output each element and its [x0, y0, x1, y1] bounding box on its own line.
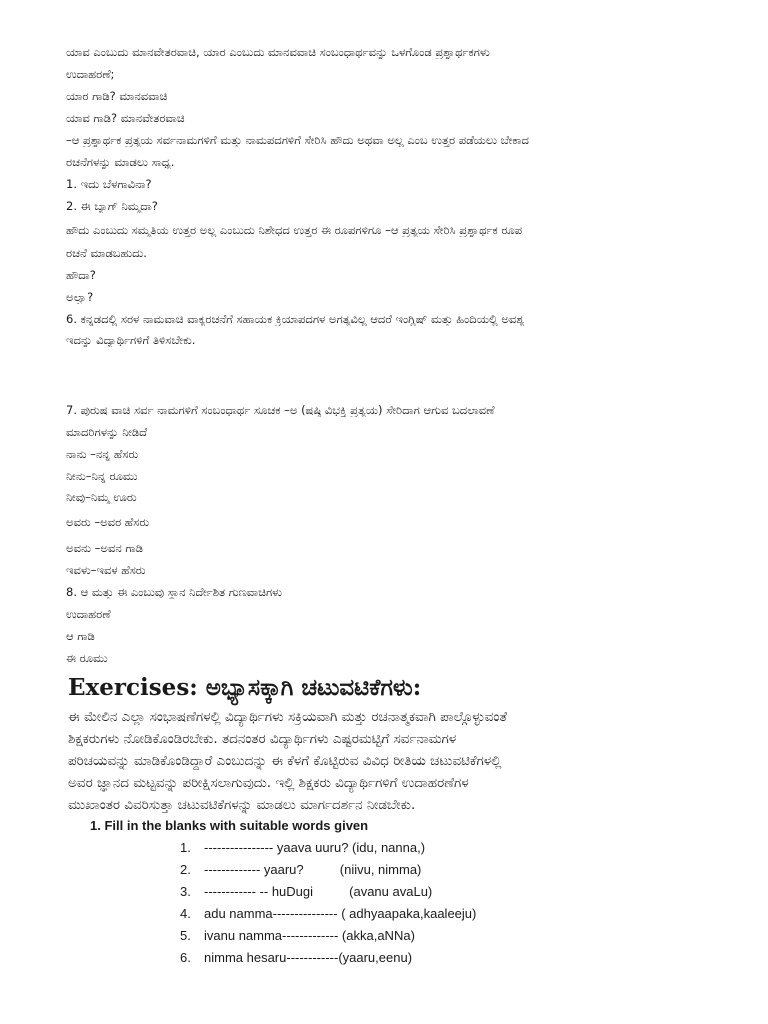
exercise-item-text: adu namma--------------- ( adhyaapaka,kaaleeju) — [204, 906, 477, 921]
text-line: ಉದಾಹರಣೆ — [66, 607, 111, 621]
exercise-item-number: 3. — [180, 884, 191, 899]
exercise-item-number: 4. — [180, 906, 191, 921]
exercise-item-number: 5. — [180, 928, 191, 943]
text-line: 6. ಕನ್ನಡದಲ್ಲಿ ಸರಳ ನಾಮವಾಚಿ ವಾಕ್ಯರಚನೆಗೆ ಸಹಾಯಕ ಕ್ರಿಯಾಪದಗಳ ಅಗತ್ಯವಿಲ್ಲ ಆದರೆ ಇಂಗ್ಲಿಷ್ ಮತ್ತು ಹಿಂದಿಯಲ್ಲಿ ಅವಶ್ಯ — [66, 312, 525, 326]
exercise-item-text: nimma hesaru------------(yaaru,eenu) — [204, 950, 413, 965]
exercise-item-number: 2. — [180, 862, 191, 877]
exercise-item-text: ---------------- yaava uuru? (idu, nanna,) — [204, 840, 426, 855]
exercise-item — [180, 905, 620, 923]
text-line: ಈ ರೂಮು — [66, 651, 108, 665]
text-line: ಅವರು –ಅವರ ಹೆಸರು — [66, 515, 150, 529]
text-line: 8. ಆ ಮತ್ತು ಈ ಎಂಬುವು ಸ್ಥಾನ ನಿರ್ದೇಶಿತ ಗುಣವಾಚಿಗಳು — [66, 585, 283, 599]
text-line: ಹೌದಾ? — [66, 268, 96, 282]
text-line: ಉದಾಹರಣೆ; — [66, 67, 115, 81]
exercise-item-text: ------------- yaaru? (niivu, nimma) — [204, 862, 422, 877]
text-line: ಅಲ್ವಾ? — [66, 290, 94, 304]
paragraph-line: ಈ ಮೇಲಿನ ಎಲ್ಲಾ ಸಂಭಾಷಣೆಗಳಲ್ಲಿ ವಿದ್ಯಾರ್ಥಿಗಳು ಸಕ್ರಿಯವಾಗಿ ಮತ್ತು ರಚನಾತ್ಮಕವಾಗಿ ಪಾಲ್ಗೊಳ್ಳುವಂತೆ — [68, 709, 508, 725]
paragraph-line: ಶಿಕ್ಷಕರುಗಳು ನೋಡಿಕೊಂಡಿರಬೇಕು. ತದನಂತರ ವಿದ್ಯಾರ್ಥಿಗಳು ಎಷ್ಟರಮಟ್ಟಿಗೆ ಸರ್ವನಾಮಗಳ — [68, 731, 457, 747]
paragraph-line: ಮುಖಾಂತರ ವಿವರಿಸುತ್ತಾ ಚಟುವಟಿಕೆಗಳನ್ನು ಮಾಡಲು ಮಾರ್ಗದರ್ಶನ ನೀಡಬೇಕು. — [68, 797, 416, 813]
exercise-item-text: ------------ -- huDugi (avanu avaLu) — [204, 884, 433, 899]
exercise-item-number: 6. — [180, 950, 191, 965]
text-line: ರಚನೆ ಮಾಡಬಹುದು. — [66, 246, 147, 260]
text-line: ಅವನು –ಅವನ ಗಾಡಿ — [66, 541, 143, 555]
text-line: 7. ಪುರುಷ ವಾಚಿ ಸರ್ವ ನಾಮಗಳಿಗೆ ಸಂಬಂಧಾರ್ಥ ಸೂಚಕ –ಅ (ಷಷ್ಠಿ ವಿಭಕ್ತಿ ಪ್ರತ್ಯಯ) ಸೇರಿದಾಗ ಆಗುವ ಬದಲಾವಣೆ — [66, 403, 495, 417]
exercise-title: 1. Fill in the blanks with suitable words given — [90, 818, 369, 833]
text-line: ಯಾರ ಗಾಡಿ? ಮಾನವವಾಚಿ — [66, 89, 168, 103]
exercise-item — [180, 839, 620, 857]
text-line: ಯಾವ ಗಾಡಿ? ಮಾನವೇತರವಾಚಿ — [66, 111, 185, 125]
text-line: ನೀನು–ನಿನ್ನ ರೂಮು — [66, 469, 138, 483]
exercises-heading: Exercises: ಅಭ್ಯಾಸಕ್ಕಾಗಿ ಚಟುವಟಿಕೆಗಳು: — [68, 674, 422, 701]
exercise-item-number: 1. — [180, 840, 191, 855]
exercise-item-text: ivanu namma------------- (akka,aNNa) — [204, 928, 415, 943]
text-line: ಮಾದರಿಗಳನ್ನು ನೀಡಿದೆ — [66, 425, 148, 439]
paragraph-line: ಅವರ ಜ್ಞಾನದ ಮಟ್ಟವನ್ನು ಪರೀಕ್ಷಿಸಲಾಗುವುದು. ಇಲ್ಲಿ ಶಿಕ್ಷಕರು ವಿದ್ಯಾರ್ಥಿಗಳಿಗೆ ಉದಾಹರಣೆಗಳ — [68, 775, 469, 791]
text-line: 1. ಇದು ಬೆಳಗಾವಿನಾ? — [66, 177, 152, 191]
text-line: ಯಾವ ಎಂಬುದು ಮಾನವೇತರವಾಚಿ, ಯಾರ ಎಂಬುದು ಮಾನವವಾಚಿ ಸಂಬಂಧಾರ್ಥವನ್ನು ಒಳಗೊಂಡ ಪ್ರಶ್ನಾರ್ಥಕಗಳು — [66, 45, 490, 59]
text-line: 2. ಈ ಬ್ಯಾಗ್ ನಿಮ್ಮದಾ? — [66, 199, 158, 213]
text-line: ನಾನು –ನನ್ನ ಹೆಸರು — [66, 447, 139, 461]
text-line: ಇದನ್ನು ವಿದ್ಯಾರ್ಥಿಗಳಿಗೆ ತಿಳಿಸಬೇಕು. — [66, 333, 196, 347]
text-line: ಇವಳು–ಇವಳ ಹೆಸರು — [66, 563, 146, 577]
text-line: –ಆ ಪ್ರಶ್ನಾರ್ಥಕ ಪ್ರತ್ಯಯ ಸರ್ವನಾಮಗಳಿಗೆ ಮತ್ತು ನಾಮಪದಗಳಿಗೆ ಸೇರಿಸಿ ಹೌದು ಅಥವಾ ಅಲ್ಲ ಎಂಬ ಉತ್ತರ ಪಡೆಯಲು ಬೇಕಾದ — [66, 133, 529, 147]
text-line: ಹೌದು ಎಂಬುದು ಸಮ್ಮತಿಯ ಉತ್ತರ ಅಲ್ಲ ಎಂಬುದು ನಿಶೇಧದ ಉತ್ತರ ಈ ರೂಪಗಳಿಗೂ –ಆ ಪ್ರತ್ಯಯ ಸೇರಿಸಿ ಪ್ರಶ್ನಾರ್ಥಕ ರೂಪ — [66, 223, 523, 237]
exercise-item — [180, 927, 620, 945]
exercise-item — [180, 861, 620, 879]
text-line: ರಚನೆಗಳನ್ನು ಮಾಡಲು ಸಾಧ್ಯ. — [66, 155, 175, 169]
exercise-item — [180, 949, 620, 967]
text-line: ನೀವು–ನಿಮ್ಮ ಊರು — [66, 490, 137, 504]
text-line: ಆ ಗಾಡಿ — [66, 629, 95, 643]
paragraph-line: ಪರಿಚಯವನ್ನು ಮಾಡಿಕೊಂಡಿದ್ದಾರೆ ಎಂಬುದನ್ನು ಈ ಕೆಳಗೆ ಕೊಟ್ಟಿರುವ ವಿವಿಧ ರೀತಿಯ ಚಟುವಟಿಕೆಗಳಲ್ಲಿ — [68, 753, 502, 769]
exercise-item — [180, 883, 620, 901]
